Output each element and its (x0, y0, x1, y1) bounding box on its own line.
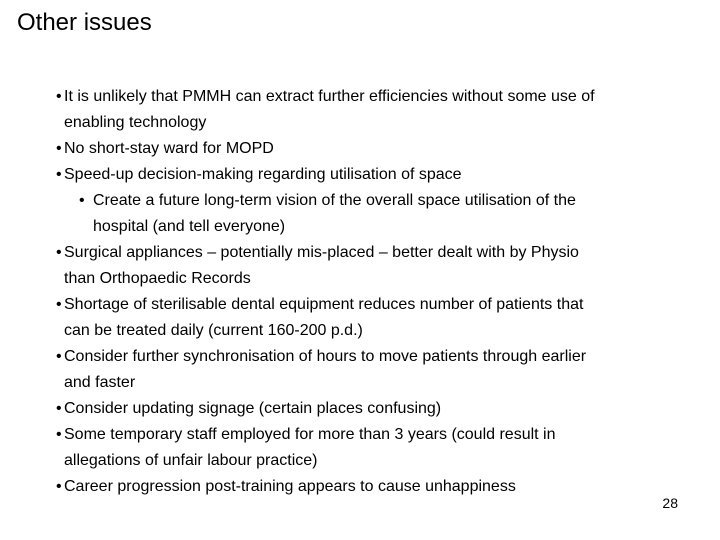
bullet-text: No short-stay ward for MOPD (64, 140, 274, 157)
bullet-item (56, 84, 676, 136)
bullet-dot-icon: • (79, 192, 85, 209)
slide-title: Other issues (17, 9, 152, 36)
bullet-text: Create a future long-term vision of the overall space utilisation of the hospital (and tell everyone) (93, 192, 576, 235)
bullet-item (56, 162, 676, 188)
bullet-list (56, 84, 676, 500)
bullet-text: Consider further synchronisation of hours to move patients through earlier and faster (64, 348, 587, 391)
sub-bullet-item (79, 188, 676, 240)
slide-number: 28 (662, 495, 678, 511)
bullet-text: Consider updating signage (certain places confusing) (64, 400, 442, 417)
bullet-text: It is unlikely that PMMH can extract further efficiencies without some use of enabling technology (64, 88, 595, 131)
bullet-dot-icon: • (56, 166, 62, 183)
bullet-dot-icon: • (56, 348, 62, 365)
bullet-dot-icon: • (56, 426, 62, 443)
bullet-item (56, 292, 676, 344)
bullet-item (56, 474, 676, 500)
bullet-text: Surgical appliances – potentially mis-placed – better dealt with by Physio than Orthopaedic Records (64, 244, 579, 287)
bullet-dot-icon: • (56, 140, 62, 157)
bullet-text: Speed-up decision-making regarding utilisation of space (64, 166, 462, 183)
bullet-item (56, 396, 676, 422)
bullet-item (56, 344, 676, 396)
bullet-text: Shortage of sterilisable dental equipment reduces number of patients that can be treated daily (current 160-200 p.d.) (64, 296, 584, 339)
bullet-item (56, 136, 676, 162)
bullet-dot-icon: • (56, 296, 62, 313)
bullet-dot-icon: • (56, 88, 62, 105)
bullet-dot-icon: • (56, 244, 62, 261)
bullet-text: Some temporary staff employed for more than 3 years (could result in allegations of unfair labour practice) (64, 426, 556, 469)
bullet-dot-icon: • (56, 400, 62, 417)
bullet-dot-icon: • (56, 478, 62, 495)
bullet-item (56, 240, 676, 292)
bullet-item (56, 422, 676, 474)
bullet-text: Career progression post-training appears to cause unhappiness (64, 478, 516, 495)
